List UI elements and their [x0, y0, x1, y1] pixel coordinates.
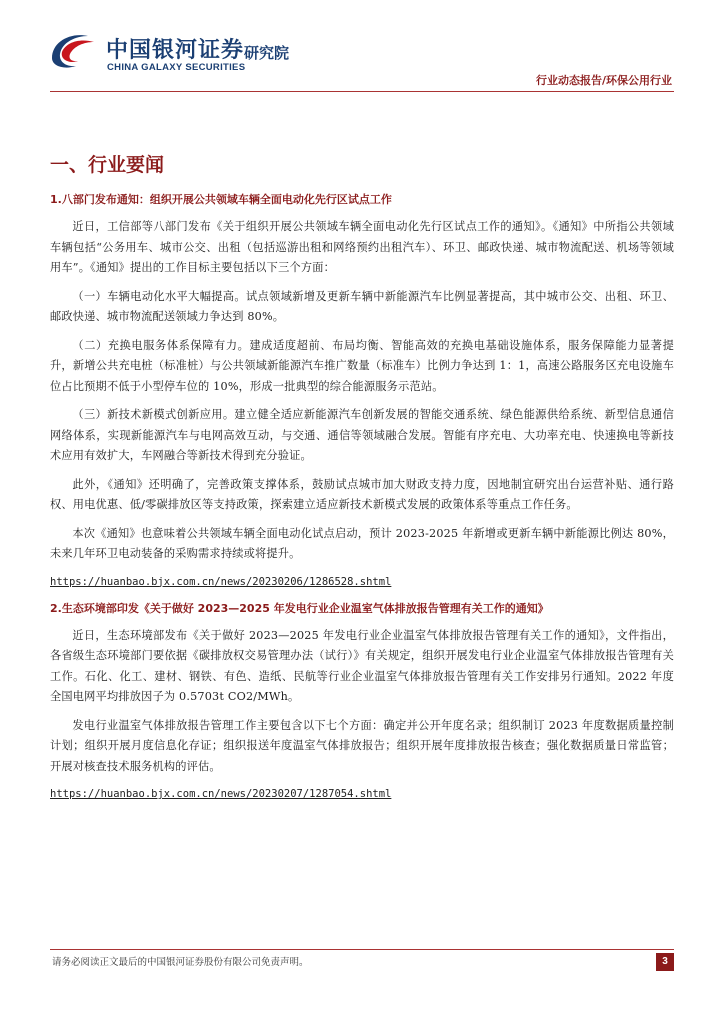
- page-number: 3: [656, 953, 674, 971]
- news-item: [50, 599, 674, 804]
- news-paragraph: 近日，工信部等八部门发布《关于组织开展公共领域车辆全面电动化先行区试点工作的通知》。《通知》中所指公共领域车辆包括“公务用车、城市公交、出租（包括巡游出租和网络预约出租汽车）、环卫、邮政快递、城市物流配送、机场等领域用车”。《通知》提出的工作目标主要包括以下三个方面：: [50, 220, 674, 274]
- report-type-label: 行业动态报告/环保公用行业: [535, 74, 672, 87]
- galaxy-logo-icon: [48, 30, 98, 70]
- source-link[interactable]: https://huanbao.bjx.com.cn/news/20230206/1286528.shtml: [50, 575, 392, 588]
- news-paragraph: 发电行业温室气体排放报告管理工作主要包含以下七个方面：确定并公开年度名录；组织制订 2023 年度数据质量控制计划；组织开展月度信息化存证；组织报送年度温室气体排放报告；组织开展年度排放报告核查；强化数据质量日常监管；开展对核查技术服务机构的评估。: [50, 718, 674, 773]
- news-paragraph: （一）车辆电动化水平大幅提高。试点领域新增及更新车辆中新能源汽车比例显著提高，其中城市公交、出租、环卫、邮政快递、城市物流配送领域力争达到 80%。: [50, 289, 674, 323]
- news-title: 2.生态环境部印发《关于做好 2023—2025 年发电行业企业温室气体排放报告管理有关工作的通知》: [50, 601, 549, 615]
- institute-label: 研究院: [244, 44, 290, 62]
- header-divider: [50, 91, 674, 92]
- section-title: 一、行业要闻: [50, 154, 165, 176]
- news-paragraph: 本次《通知》也意味着公共领域车辆全面电动化试点启动，预计 2023-2025 年新增或更新车辆中新能源比例达 80%，未来几年环卫电动装备的采购需求持续或将提升。: [50, 526, 674, 560]
- page-header: [0, 0, 724, 96]
- logo-english-name: CHINA GALAXY SECURITIES: [107, 62, 246, 73]
- logo-chinese-name: 中国银河证券: [106, 38, 245, 63]
- news-paragraph: （二）充换电服务体系保障有力。建成适度超前、布局均衡、智能高效的充换电基础设施体系，服务保障能力显著提升，新增公共充电桩（标准桩）与公共领域新能源汽车推广数量（标准车）比例力争达到 1：1，高速公路服务区充电设施车位占比预期不低于小型停车位的 10%，形成一批典型的综合能源服务示范站。: [50, 338, 674, 393]
- footer-disclaimer: 请务必阅读正文最后的中国银河证券股份有限公司免责声明。: [52, 957, 309, 968]
- news-item: [50, 190, 674, 591]
- footer-divider: [50, 949, 674, 950]
- news-paragraph: 近日，生态环境部发布《关于做好 2023—2025 年发电行业企业温室气体排放报告管理有关工作的通知》，文件指出，各省级生态环境部门要依据《碳排放权交易管理办法（试行）》有关规定，组织开展发电行业企业温室气体排放报告管理有关工作。石化、化工、建材、钢铁、有色、造纸、民航等行业企业温室气体排放报告管理有关工作安排另行通知。2022 年度全国电网平均排放因子为 0.5703t CO2/MWh。: [50, 628, 674, 703]
- source-link[interactable]: https://huanbao.bjx.com.cn/news/20230207/1287054.shtml: [50, 788, 392, 800]
- main-content: [50, 150, 674, 811]
- news-paragraph: （三）新技术新模式创新应用。建立健全适应新能源汽车创新发展的智能交通系统、绿色能源供给系统、新型信息通信网络体系，实现新能源汽车与电网高效互动，与交通、通信等领域融合发展。智能有序充电、大功率充电、快速换电等新技术应用有效扩大，车网融合等新技术得到充分验证。: [50, 408, 674, 462]
- news-paragraph: 此外，《通知》还明确了，完善政策支撑体系，鼓励试点城市加大财政支持力度，因地制宜研究出台运营补贴、通行路权、用电优惠、低/零碳排放区等支持政策，探索建立适应新技术新模式发展的政策体系等重点工作任务。: [50, 477, 674, 511]
- news-title: 1.八部门发布通知：组织开展公共领域车辆全面电动化先行区试点工作: [50, 193, 392, 206]
